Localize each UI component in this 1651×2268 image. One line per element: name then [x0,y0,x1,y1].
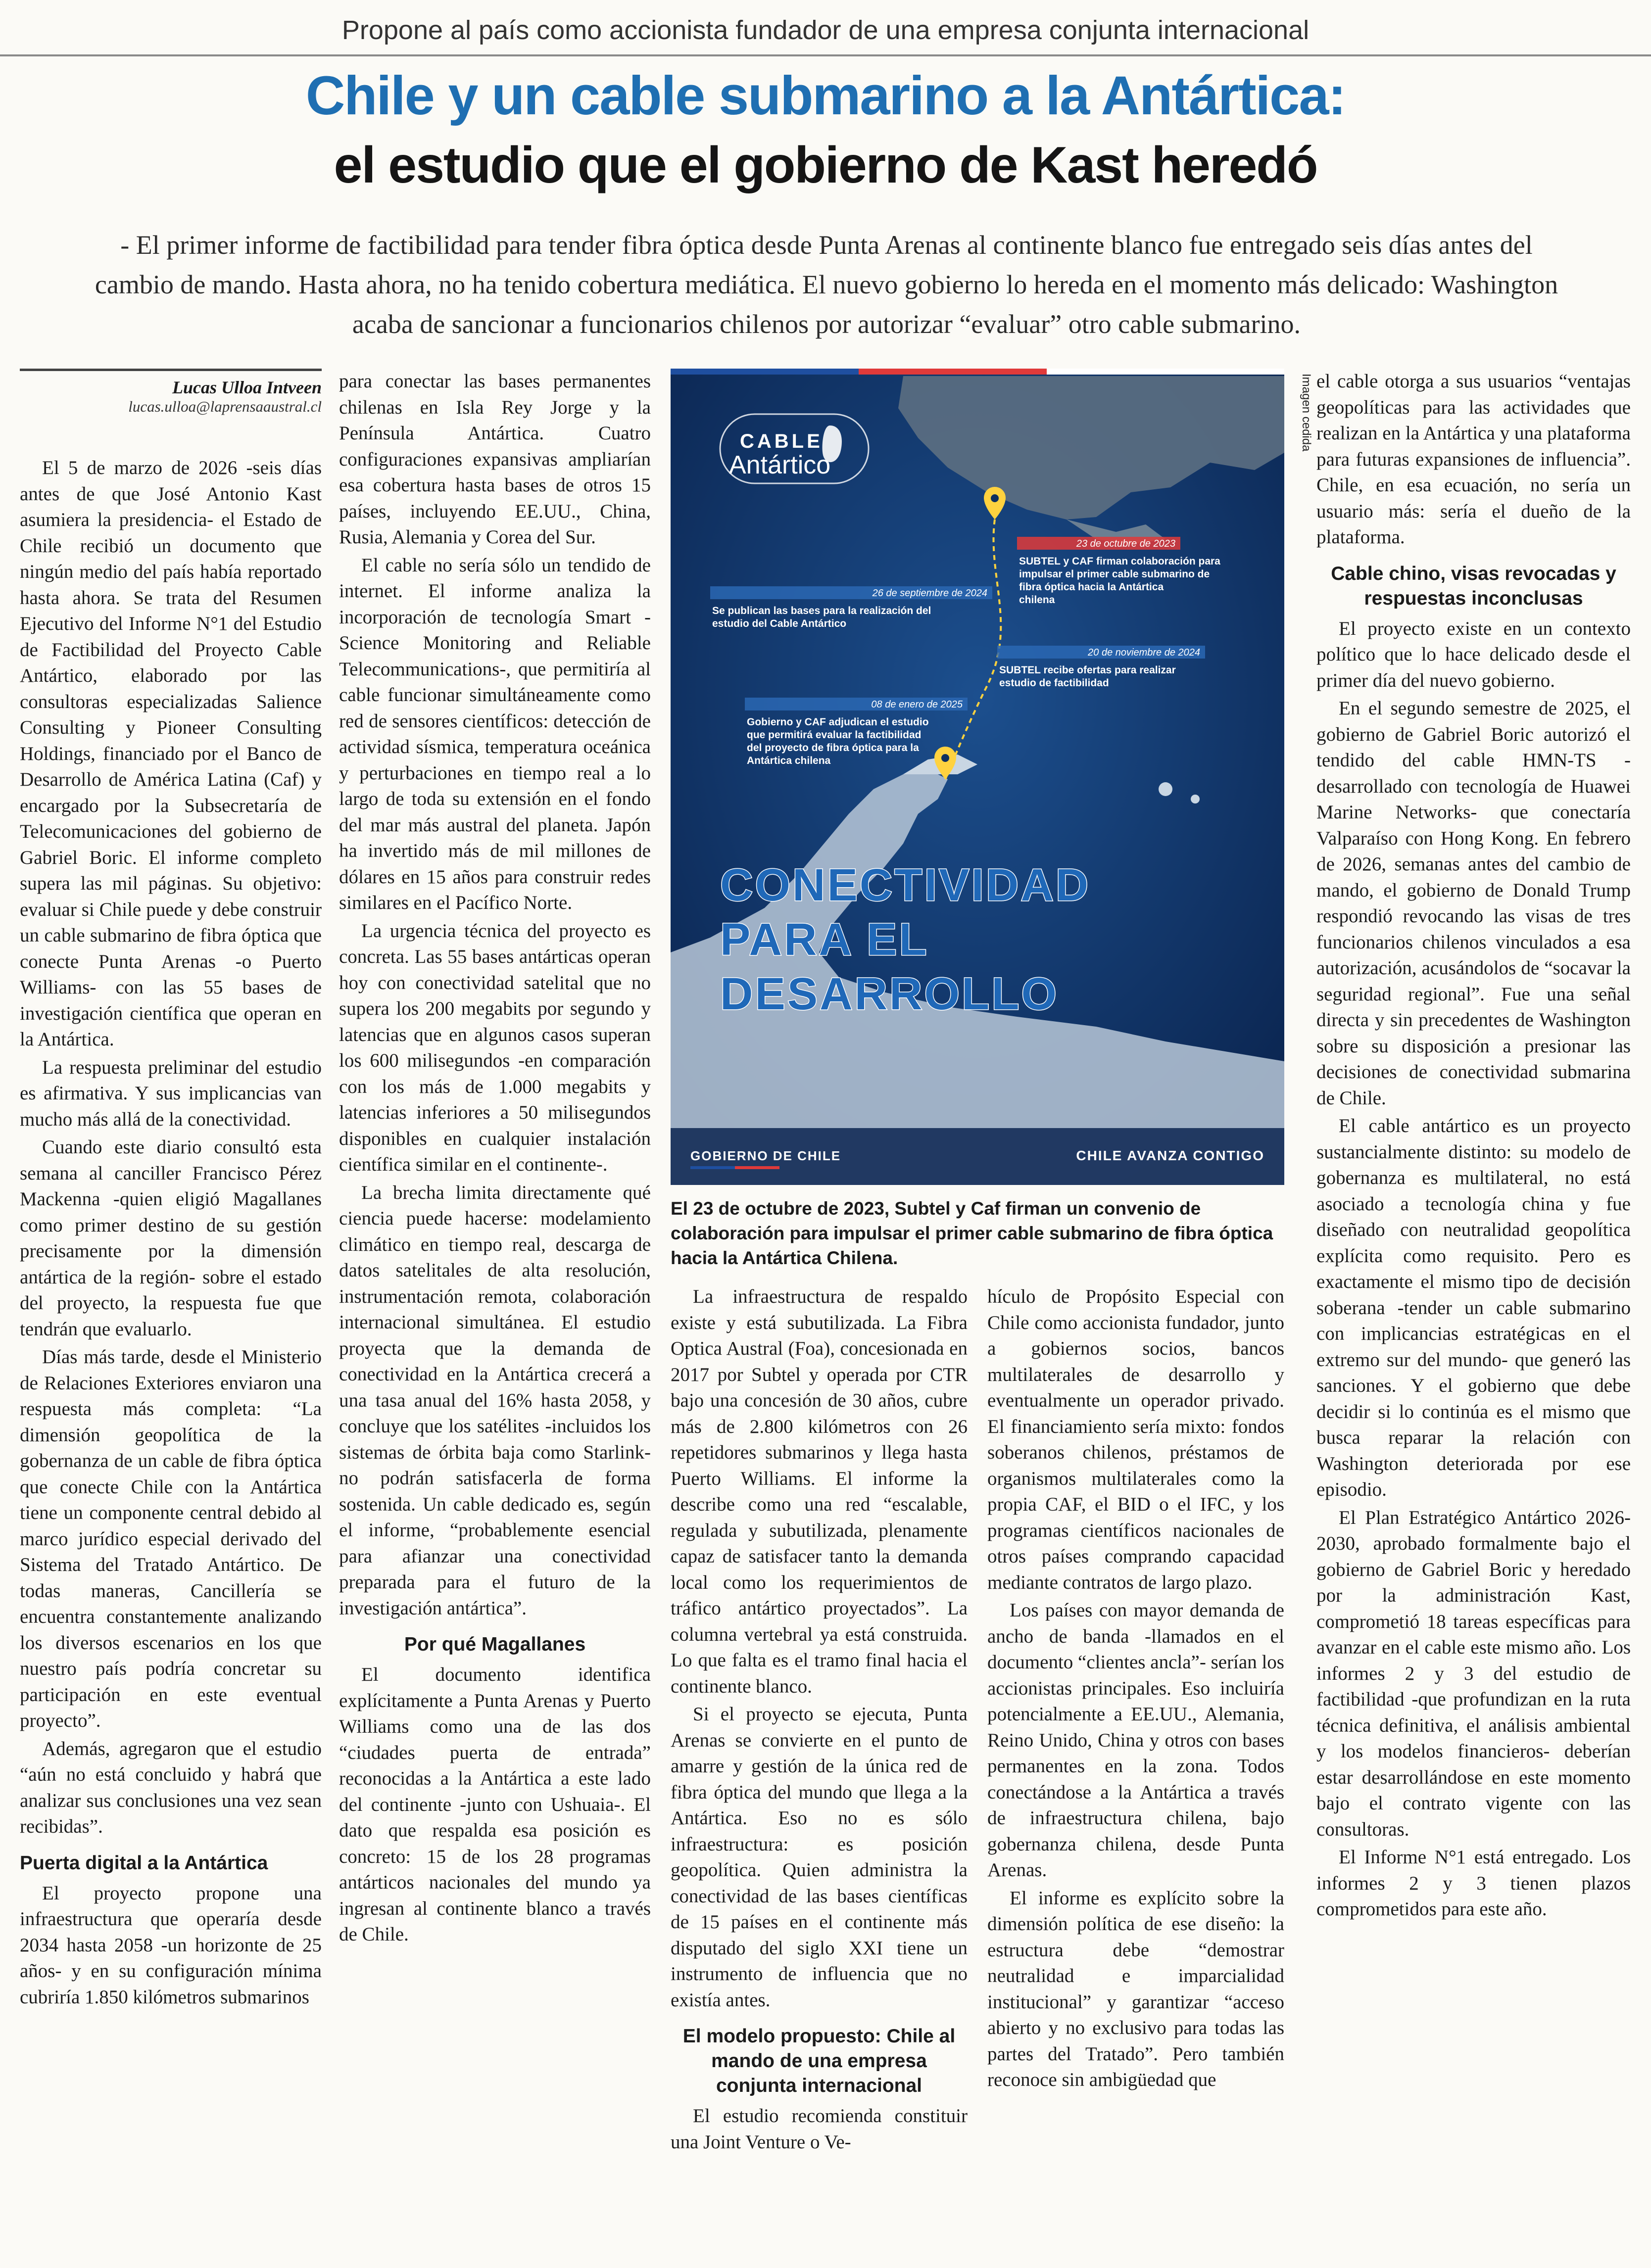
paragraph: El proyecto propone una infraestructura que operaría desde 2034 hasta 2058 -un horizonte de 25 años- y en su configuración mínima cubriría 1.850 kilómetros submarinos [20,1882,322,2008]
paragraph: El informe es explícito sobre la dimensión política de ese diseño: la estructura debe “demostrar neutralidad e imparcialidad institucional” y garantizar “acceso abierto y no exclusivo para todas las partes del Tratado”. Pero también reconoce sin ambigüedad que [987,1887,1284,2090]
byline [20,369,322,416]
paragraph: para conectar las bases permanentes chilenas en Isla Rey Jorge y la Península Antártica. Cuatro configuraciones expansivas ampliarían esa cobertura hasta bases de otros 15 países, incluyendo EE.UU., China, Rusia, Alemania y Corea del Sur. [339,371,651,548]
paragraph: Cuando este diario consultó esta semana al canciller Francisco Pérez Mackenna -quien eligió Magallanes como primer destino de su gestión precisamente por la dimensión antártica de la región- sobre el estado del proyecto, la respuesta fue que tendrán que evaluarlo. [20,1136,322,1340]
logo-big-text: Antártico [729,451,831,479]
milestone-date: 20 de noviembre de 2024 [1088,647,1200,658]
author-name: Lucas Ulloa Intveen [172,378,322,397]
milestone-text: Antártica chilena [747,755,831,766]
slogan-line: CONECTIVIDAD [720,860,1091,910]
subhead: Puerta digital a la Antártica [20,1852,268,1874]
paragraph: El Plan Estratégico Antártico 2026-2030, aprobado formalmente bajo el gobierno de Gabriel Boric y heredado por la administración Kast, comprometió 18 tareas específicas para avanzar en el cable este mismo año. Los informes 2 y 3 del estudio de factibilidad -que profundizan en la ruta técnica definitiva, el análisis ambiental y los modelos financieros- deberían estar desarrollándose en este momento bajo el contrato vigente con las consultoras. [1316,1507,1631,1840]
milestone-date: 26 de septiembre de 2024 [872,588,987,599]
paragraph: La urgencia técnica del proyecto es concreta. Las 55 bases antárticas operan hoy con conectividad satelital que no supera los 200 megabits por segundo y latencias que en algunos casos superan los 600 milisegundos -en comparación con los más de 1.000 megabits y latencias inferiores a 50 milisegundos disponibles en cualquier instalación científica similar en el continente-. [339,920,651,1175]
column-3 [671,1284,968,2157]
milestone-text: SUBTEL recibe ofertas para realizar [999,664,1176,676]
footer-right-text: CHILE AVANZA CONTIGO [1076,1148,1264,1163]
milestone-text: impulsar el primer cable submarino de [1019,568,1210,580]
milestone-text: que permitirá evaluar la factibilidad [747,729,922,741]
milestone-text: fibra óptica hacia la Antártica [1019,581,1164,593]
infographic-graphic [671,369,1284,1185]
image-credit-text: Imagen cedida [1300,374,1313,452]
infographic [671,369,1284,1185]
paragraph: El Informe N°1 está entregado. Los informes 2 y 3 tienen plazos comprometidos para este año. [1316,1846,1631,1920]
milestone-text: SUBTEL y CAF firman colaboración para [1019,556,1220,567]
paragraph: el cable otorga a sus usuarios “ventajas geopolíticas para las actividades que realizan en la Antártica y una plataforma para futuras expansiones de influencia”. Chile, en esa ecuación, no sería un usuario más: sería el dueño de la plataforma. [1316,371,1631,548]
column-5 [1316,369,1631,1925]
slogan-line: PARA EL [720,914,929,965]
paragraph: Los países con mayor demanda de ancho de banda -llamados en el documento “clientes ancla”- serían los accionistas principales. Eso incluiría potencialmente a EE.UU., Alemania, Reino Unido, China y otros con bases permanentes en la zona. Todos conectándose a la Antártica a través de infraestructura chilena, bajo gobernanza chilena, desde Punta Arenas. [987,1600,1284,1881]
paragraph: El cable antártico es un proyecto sustancialmente distinto: su modelo de gobernanza es multilateral, no está asociado a tecnología china y fue diseñado con neutralidad geopolítica explícita como requisito. Pero es exactamente el mismo tipo de decisión soberana -tender un cable submarino con implicancias estratégicas en el extremo sur del mundo- que generó las sanciones. Y el gobierno que debe decidir si lo continúa es el mismo que busca reparar la relación con Washington deteriorada por ese episodio. [1316,1115,1631,1500]
photo-caption: El 23 de octubre de 2023, Subtel y Caf firman un convenio de colaboración para impulsar el primer cable submarino de fibra óptica hacia la Antártica Chilena. [671,1198,1273,1268]
paragraph: El proyecto existe en un contexto político que lo hace delicado desde el primer día del nuevo gobierno. [1316,617,1631,691]
top-rule [0,54,1651,56]
milestone-text: chilena [1019,594,1055,606]
paragraph: La infraestructura de respaldo existe y está subutilizada. La Fibra Optica Austral (Foa), concesionada en 2017 por Subtel y operada por CTR bajo una concesión de 30 años, cubre más de 2.800 kilómetros con 26 repetidores submarinos y llega hasta Puerto Williams. El informe la describe como una red “escalable, regulada y subutilizada, plenamente capaz de satisfacer tanto la demanda local como los requerimientos de tráfico antártico proyectados”. La columna vertebral ya está construida. Lo que falta es el tramo final hacia el continente blanco. [671,1286,968,1697]
paragraph: El cable no sería sólo un tendido de internet. El informe analiza la incorporación de tecnología Smart -Science Monitoring and Reliable Telecommunications-, que permitiría al cable funcionar simultáneamente como red de sensores científicos: detección de actividad sísmica, temperatura oceánica y perturbaciones en tiempo real a lo largo de toda su extensión en el fondo del mar más austral del planeta. Japón ha invertido más de mil millones de dólares en 15 años para construir redes similares en el Pacífico Norte. [339,554,651,913]
paragraph: Además, agregaron que el estudio “aún no está concluido y habrá que analizar sus conclusiones una vez sean recibidas”. [20,1738,322,1837]
paragraph: En el segundo semestre de 2025, el gobierno de Gabriel Boric autorizó el tendido del cable HMN-TS -desarrollado con tecnología de Huawei Marine Networks- que conectaría Valparaíso con Hong Kong. En febrero de 2026, semanas antes del cambio de mando, el gobierno de Donald Trump respondió revocando las visas de tres funcionarios chilenos vinculados a esa autorización, acusándolos de “socavar la seguridad regional”. Fue una señal directa y sin precedentes de Washington sobre su disposición a presionar las decisiones de conectividad submarina de Chile. [1316,698,1631,1109]
subhead: El modelo propuesto: Chile al mando de una empresa conjunta internacional [682,2026,956,2096]
paragraph: La brecha limita directamente qué ciencia puede hacerse: modelamiento climático en tiempo real, descarga de datos satelitales de alta resolución, instrumentación remota, colaboración internacional simultánea. El estudio proyecta que la demanda de conectividad en la Antártica crecerá a una tasa anual del 16% hasta 2058, y concluye que los satélites -incluidos los sistemas de órbita baja como Starlink- no podrán satisfacerla de forma sostenida. Un cable dedicado es, según el informe, “probablemente esencial para afianzar una conectividad preparada para el futuro de la investigación antártica”. [339,1181,651,1619]
headline-line-1: Chile y un cable submarino a la Antártica: [305,65,1346,126]
paragraph: La respuesta preliminar del estudio es afirmativa. Y sus implicancias van mucho más allá de la conectividad. [20,1056,322,1130]
paragraph: hículo de Propósito Especial con Chile como accionista fundador, junto a gobiernos socios, bancos multilaterales de desarrollo y eventualmente un operador privado. El financiamiento sería mixto: fondos soberanos chilenos, préstamos de organismos multilaterales como la propia CAF, el BID o el IFC, y los programas científicos nacionales de otros países comprando capacidad mediante contratos de largo plazo. [987,1286,1284,1593]
headline-line-2: el estudio que el gobierno de Kast heredó [334,137,1317,194]
milestone-text: estudio de factibilidad [999,677,1109,689]
kicker: Propone al país como accionista fundador de una empresa conjunta internacional [341,15,1310,45]
column-1 [20,455,322,2012]
milestone-text: Gobierno y CAF adjudican el estudio [747,716,929,728]
deck: - El primer informe de factibilidad para tender fibra óptica desde Punta Arenas al continente blanco fue entregado seis días antes del cambio de mando. Hasta ahora, no ha tenido cobertura mediática. El nuevo gobierno lo hereda en el momento más delicado: Washington acaba de sancionar a funcionarios chilenos por autorizar “evaluar” otro cable submarino. [95,230,1558,339]
subhead: Cable chino, visas revocadas y respuestas inconclusas [1331,563,1616,609]
paragraph: El documento identifica explícitamente a Punta Arenas y Puerto Williams como una de las dos “ciudades puerta de entrada” reconocidas a la Antártica a este lado del continente -junto con Ushuaia-. El dato que respalda esa posición es concreto: 15 de los 28 programas antárticos nacionales del mundo ya ingresan al continente blanco a través de Chile. [339,1664,651,1945]
image-credit [1289,369,1313,517]
slogan-line: DESARROLLO [720,969,1059,1019]
milestone-text: del proyecto de fibra óptica para la [747,742,919,754]
footer-left-text: GOBIERNO DE CHILE [690,1148,841,1163]
milestone-date: 08 de enero de 2025 [871,699,963,710]
subhead: Por qué Magallanes [404,1634,586,1655]
paragraph: Días más tarde, desde el Ministerio de Relaciones Exteriores enviaron una respuesta más completa: “La dimensión geopolítica de la gobernanza de un cable de fibra óptica que conecte Chile con la Antártica tiene un componente central debido al marco jurídico especial derivado del Sistema del Tratado Antártico. De todas maneras, Cancillería se encuentra constantemente analizando los diversos escenarios en los que nuestro país podría concretar su participación en este eventual proyecto”. [20,1346,322,1731]
paragraph: El estudio recomienda constituir una Joint Venture o Ve- [671,2105,968,2153]
column-2 [339,369,651,1950]
author-email[interactable]: lucas.ulloa@laprensaaustral.cl [128,398,322,415]
milestone-text: Se publican las bases para la realización del [712,605,931,616]
logo-small-text: CABLE [740,430,823,452]
paragraph: El 5 de marzo de 2026 -seis días antes de que José Antonio Kast asumiera la presidencia- el Estado de Chile recibió un documento que ningún medio del país había reportado hasta ahora. Se trata del Resumen Ejecutivo del Informe N°1 del Estudio de Factibilidad del Proyecto Cable Antártico, elaborado por las consultoras especializadas Salience Consulting y Pioneer Consulting Holdings, financiado por el Banco de Desarrollo de América Latina (Caf) y encargado por la Subsecretaría de Telecomunicaciones del gobierno de Gabriel Boric. El informe completo supera las mil páginas. Su objetivo: evaluar si Chile puede y debe construir un cable submarino de fibra óptica que conecte Punta Arenas -o Puerto Williams- con las 55 bases de investigación científica que operan en la Antártica. [20,457,322,1050]
milestone-text: estudio del Cable Antártico [712,618,847,629]
paragraph: Si el proyecto se ejecuta, Punta Arenas se convierte en el punto de amarre y gestión de la única red de fibra óptica del mundo que llega a la Antártica. Eso no es sólo infraestructura: es posición geopolítica. Quien administra la conectividad de las bases científicas de 15 países en el continente más disputado del siglo XXI tiene un instrumento de influencia que no existía antes. [671,1703,968,2011]
milestone-date: 23 de octubre de 2023 [1076,538,1175,549]
column-4 [987,1284,1284,2095]
